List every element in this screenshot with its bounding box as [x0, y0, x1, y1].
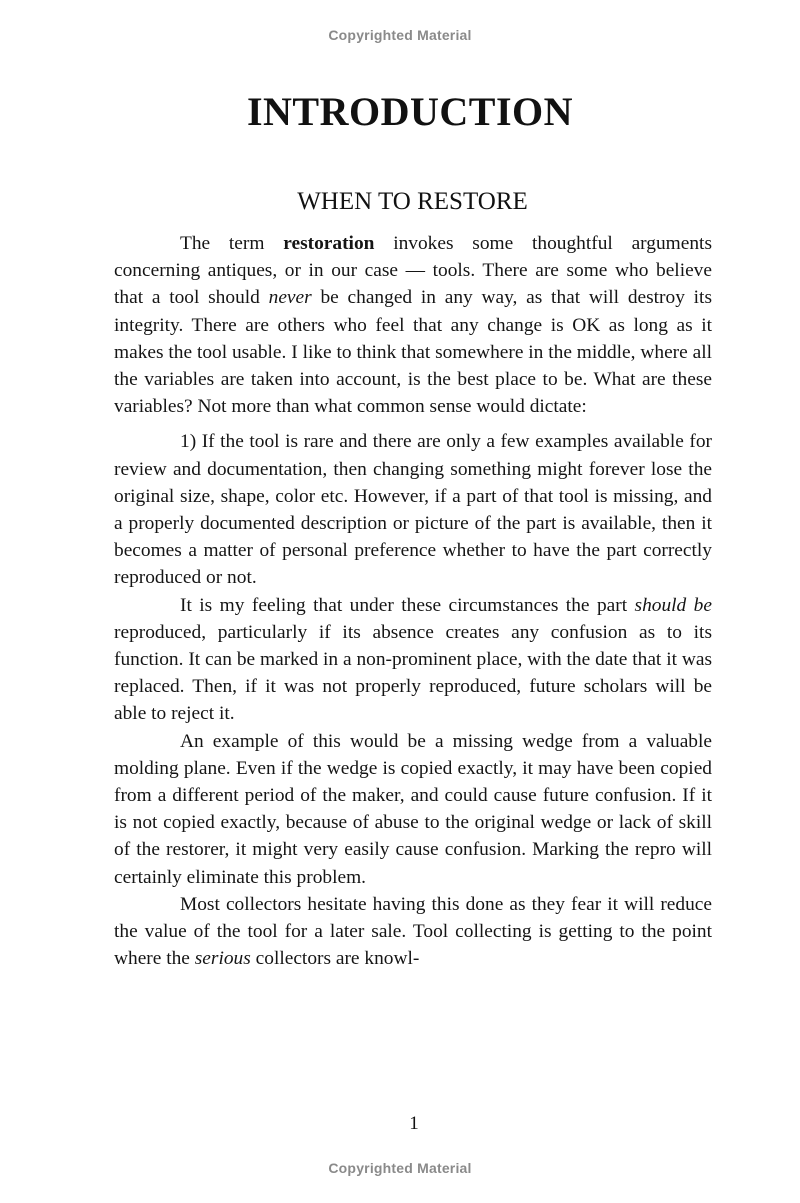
body-text — [114, 230, 712, 972]
text-segment: Most collectors hesitate having this done as they fear it will reduce the value of the tool for a later sale. Tool collecting is getting to the point where the — [114, 893, 712, 970]
emphasis-bold: restoration — [283, 233, 375, 254]
copyright-watermark-top: Copyrighted Material — [328, 27, 472, 43]
text-segment: reproduced, particularly if its absence creates any confusion as to its function. It can be marked in a non-prominent place, with the date that it was replaced. Then, if it was not properly reproduced, future scholars will be able to reject it. — [114, 621, 712, 725]
paragraph-2 — [114, 428, 712, 591]
emphasis-italic: never — [268, 287, 312, 309]
text-segment: be changed in any way, as that will destroy its integrity. There are others who feel that any change is OK as long as it makes the tool usable. I like to think that somewhere in the middle, where all the variables are taken into account, is the best place to be. What are these variables? Not more than what common sense would dictate: — [114, 287, 712, 418]
paragraph-4 — [114, 728, 712, 891]
text-segment: An example of this would be a missing wedge from a valuable molding plane. Even if the wedge is copied exactly, it may have been copied from a different period of the maker, and could cause future confusion. If it is not copied exactly, because of abuse to the original wedge or lack of skill of the restorer, it might very easily cause confusion. Marking the repro will certainly eliminate this problem. — [114, 730, 712, 888]
chapter-title: INTRODUCTION — [246, 89, 574, 134]
copyright-watermark-bottom: Copyrighted Material — [328, 1160, 472, 1176]
text-segment: 1) If the tool is rare and there are only a few examples available for review and documentation, then changing something might forever lose the original size, shape, color etc. However, if a part of that tool is missing, and a properly documented description or picture of the part is available, then it becomes a matter of personal preference whether to have the part correctly reproduced or not. — [114, 431, 712, 589]
page-number: 1 — [409, 1113, 419, 1134]
emphasis-italic: should be — [634, 594, 712, 616]
text-segment: The term — [180, 233, 284, 254]
paragraph-1 — [114, 230, 712, 420]
section-title: WHEN TO RESTORE — [297, 188, 528, 215]
text-segment: It is my feeling that under these circumstances the part — [180, 594, 635, 616]
paragraph-3 — [114, 592, 712, 728]
emphasis-italic: serious — [194, 948, 251, 970]
text-segment: invokes some thoughtful arguments concerning antiques, or in our case — tools. There are some who believe that a tool should — [114, 233, 712, 309]
paragraph-5 — [114, 891, 712, 973]
text-segment: collectors are knowl- — [250, 948, 420, 970]
